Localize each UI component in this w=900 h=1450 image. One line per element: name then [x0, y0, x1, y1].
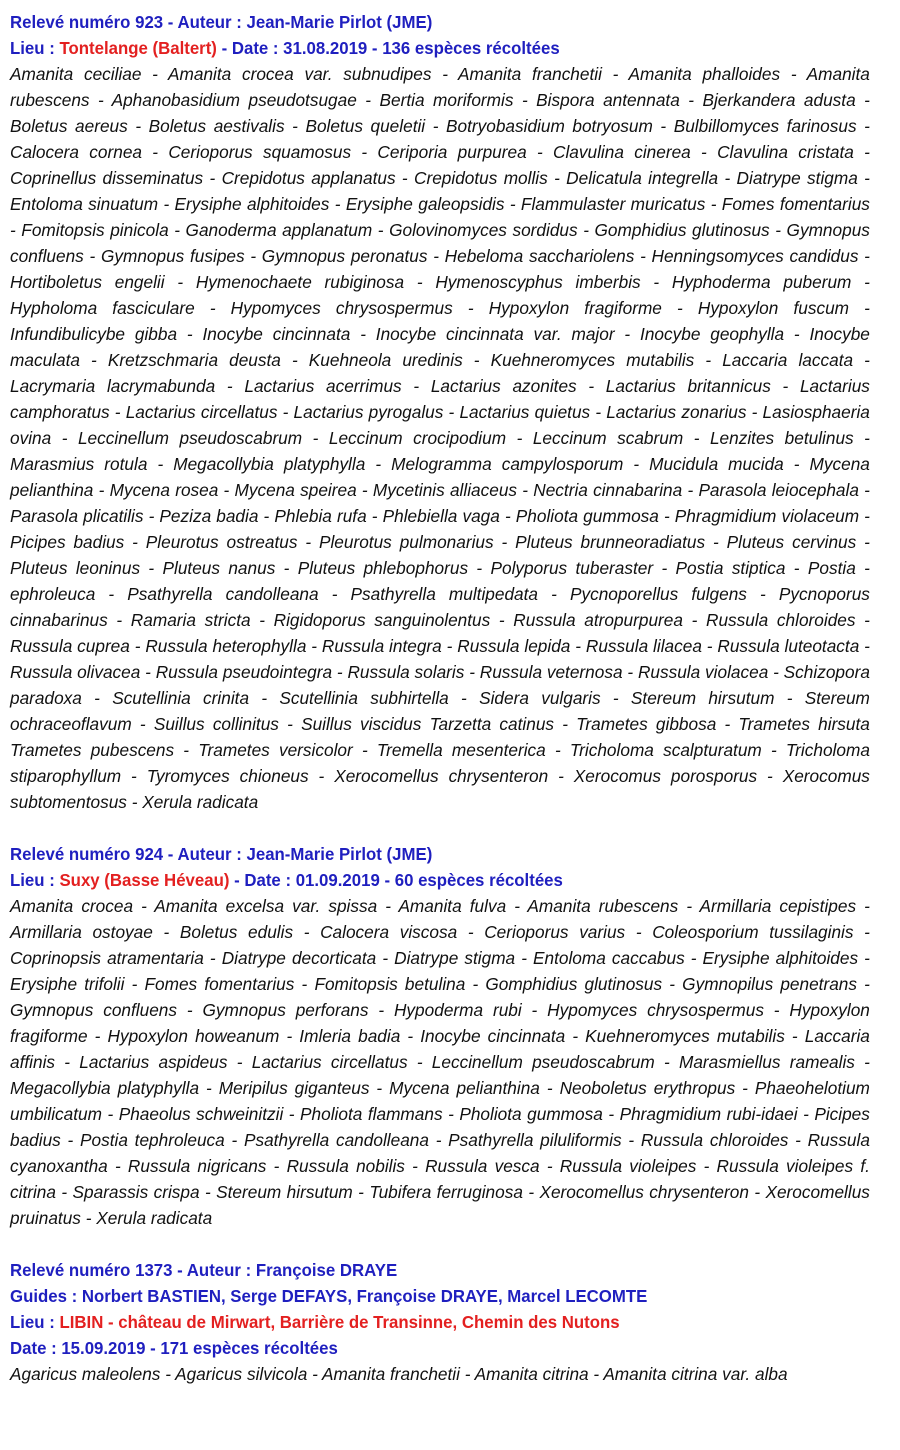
record-location-line	[10, 1309, 836, 1335]
record-date-count: Date : 15.09.2019 - 171 espèces récoltées	[10, 1338, 338, 1358]
location-place: Suxy (Basse Héveau)	[59, 870, 230, 890]
record-location-line	[10, 867, 836, 893]
location-place: Tontelange (Baltert)	[59, 38, 217, 58]
location-place: LIBIN - château de Mirwart, Barrière de Transinne, Chemin des Nutons	[59, 1312, 620, 1332]
document-page	[10, 9, 870, 1387]
record-date-count: - Date : 01.09.2019 - 60 espèces récoltées	[229, 870, 563, 890]
location-label: Lieu :	[10, 870, 60, 890]
record-title: Relevé numéro 1373 - Auteur : Françoise DRAYE	[10, 1260, 398, 1280]
record-title: Relevé numéro 923 - Auteur : Jean-Marie Pirlot (JME)	[10, 12, 433, 32]
section-spacer	[10, 1231, 870, 1257]
record-guides: Guides : Norbert BASTIEN, Serge DEFAYS, Françoise DRAYE, Marcel LECOMTE	[10, 1286, 648, 1306]
location-label: Lieu :	[10, 38, 60, 58]
record-924	[10, 841, 870, 1231]
record-date-count: - Date : 31.08.2019 - 136 espèces récoltées	[216, 38, 560, 58]
record-1373	[10, 1257, 870, 1387]
section-spacer	[10, 815, 870, 841]
species-list: Amanita crocea - Amanita excelsa var. spissa - Amanita fulva - Amanita rubescens - Armillaria cepistipes - Armillaria ostoyae - Boletus edulis - Calocera viscosa - Cerioporus varius - Coleosporium tussilaginis - Coprinopsis atramentaria - Diatrype decorticata - Diatrype stigma - Entoloma caccabus - Erysiphe alphitoides - Erysiphe trifolii - Fomes fomentarius - Fomitopsis betulina - Gomphidius glutinosus - Gymnopilus penetrans - Gymnopus confluens - Gymnopus perforans - Hypoderma rubi - Hypomyces chrysospermus - Hypoxylon fragiforme - Hypoxylon howeanum - Imleria badia - Inocybe cincinnata - Kuehneromyces mutabilis - Laccaria affinis - Lactarius aspideus - Lactarius circellatus - Leccinellum pseudoscabrum - Marasmiellus ramealis - Megacollybia platyphylla - Meripilus giganteus - Mycena pelianthina - Neoboletus erythropus - Phaeohelotium umbilicatum - Phaeolus schweinitzii - Pholiota flammans - Pholiota gummosa - Phragmidium rubi-idaei - Picipes badius - Postia tephroleuca - Psathyrella candolleana - Psathyrella piluliformis - Russula chloroides - Russula cyanoxantha - Russula nigricans - Russula nobilis - Russula vesca - Russula violeipes - Russula violeipes f. citrina - Sparassis crispa - Stereum hirsutum - Tubifera ferruginosa - Xerocomellus chrysenteron - Xerocomellus pruinatus - Xerula radicata	[10, 896, 870, 1228]
location-label: Lieu :	[10, 1312, 60, 1332]
record-location-line	[10, 35, 836, 61]
species-list: Amanita ceciliae - Amanita crocea var. subnudipes - Amanita franchetii - Amanita phalloides - Amanita rubescens - Aphanobasidium pseudotsugae - Bertia moriformis - Bispora antennata - Bjerkandera adusta - Boletus aereus - Boletus aestivalis - Boletus queletii - Botryobasidium botryosum - Bulbillomyces farinosus - Calocera cornea - Cerioporus squamosus - Ceriporia purpurea - Clavulina cinerea - Clavulina cristata - Coprinellus disseminatus - Crepidotus applanatus - Crepidotus mollis - Delicatula integrella - Diatrype stigma - Entoloma sinuatum - Erysiphe alphitoides - Erysiphe galeopsidis - Flammulaster muricatus - Fomes fomentarius - Fomitopsis pinicola - Ganoderma applanatum - Golovinomyces sordidus - Gomphidius glutinosus - Gymnopus confluens - Gymnopus fusipes - Gymnopus peronatus - Hebeloma sacchariolens - Henningsomyces candidus - Hortiboletus engelii - Hymenochaete rubiginosa - Hymenoscyphus imberbis - Hyphoderma puberum - Hypholoma fasciculare - Hypomyces chrysospermus - Hypoxylon fragiforme - Hypoxylon fuscum - Infundibulicybe gibba - Inocybe cincinnata - Inocybe cincinnata var. major - Inocybe geophylla - Inocybe maculata - Kretzschmaria deusta - Kuehneola uredinis - Kuehneromyces mutabilis - Laccaria laccata - Lacrymaria lacrymabunda - Lactarius acerrimus - Lactarius azonites - Lactarius britannicus - Lactarius camphoratus - Lactarius circellatus - Lactarius pyrogalus - Lactarius quietus - Lactarius zonarius - Lasiosphaeria ovina - Leccinellum pseudoscabrum - Leccinum crocipodium - Leccinum scabrum - Lenzites betulinus - Marasmius rotula - Megacollybia platyphylla - Melogramma campylosporum - Mucidula mucida - Mycena pelianthina - Mycena rosea - Mycena speirea - Mycetinis alliaceus - Nectria cinnabarina - Parasola leiocephala - Parasola plicatilis - Peziza badia - Phlebia rufa - Phlebiella vaga - Pholiota gummosa - Phragmidium violaceum - Picipes badius - Pleurotus ostreatus - Pleurotus pulmonarius - Pluteus brunneoradiatus - Pluteus cervinus - Pluteus leoninus - Pluteus nanus - Pluteus phlebophorus - Polyporus tuberaster - Postia stiptica - Postia - ephroleuca - Psathyrella candolleana - Psathyrella multipedata - Pycnoporellus fulgens - Pycnoporus cinnabarinus - Ramaria stricta - Rigidoporus sanguinolentus - Russula atropurpurea - Russula chloroides - Russula cuprea - Russula heterophylla - Russula integra - Russula lepida - Russula lilacea - Russula luteotacta - Russula olivacea - Russula pseudointegra - Russula solaris - Russula veternosa - Russula violacea - Schizopora paradoxa - Scutellinia crinita - Scutellinia subhirtella - Sidera vulgaris - Stereum hirsutum - Stereum ochraceoflavum - Suillus collinitus - Suillus viscidus Tarzetta catinus - Trametes gibbosa - Trametes hirsuta Trametes pubescens - Trametes versicolor - Tremella mesenterica - Tricholoma scalpturatum - Tricholoma stiparophyllum - Tyromyces chioneus - Xerocomellus chrysenteron - Xerocomus porosporus - Xerocomus subtomentosus - Xerula radicata	[10, 64, 870, 812]
species-list: Agaricus maleolens - Agaricus silvicola - Amanita franchetii - Amanita citrina - Amanita citrina var. alba	[10, 1364, 788, 1384]
record-title: Relevé numéro 924 - Auteur : Jean-Marie Pirlot (JME)	[10, 844, 433, 864]
record-923	[10, 9, 870, 815]
